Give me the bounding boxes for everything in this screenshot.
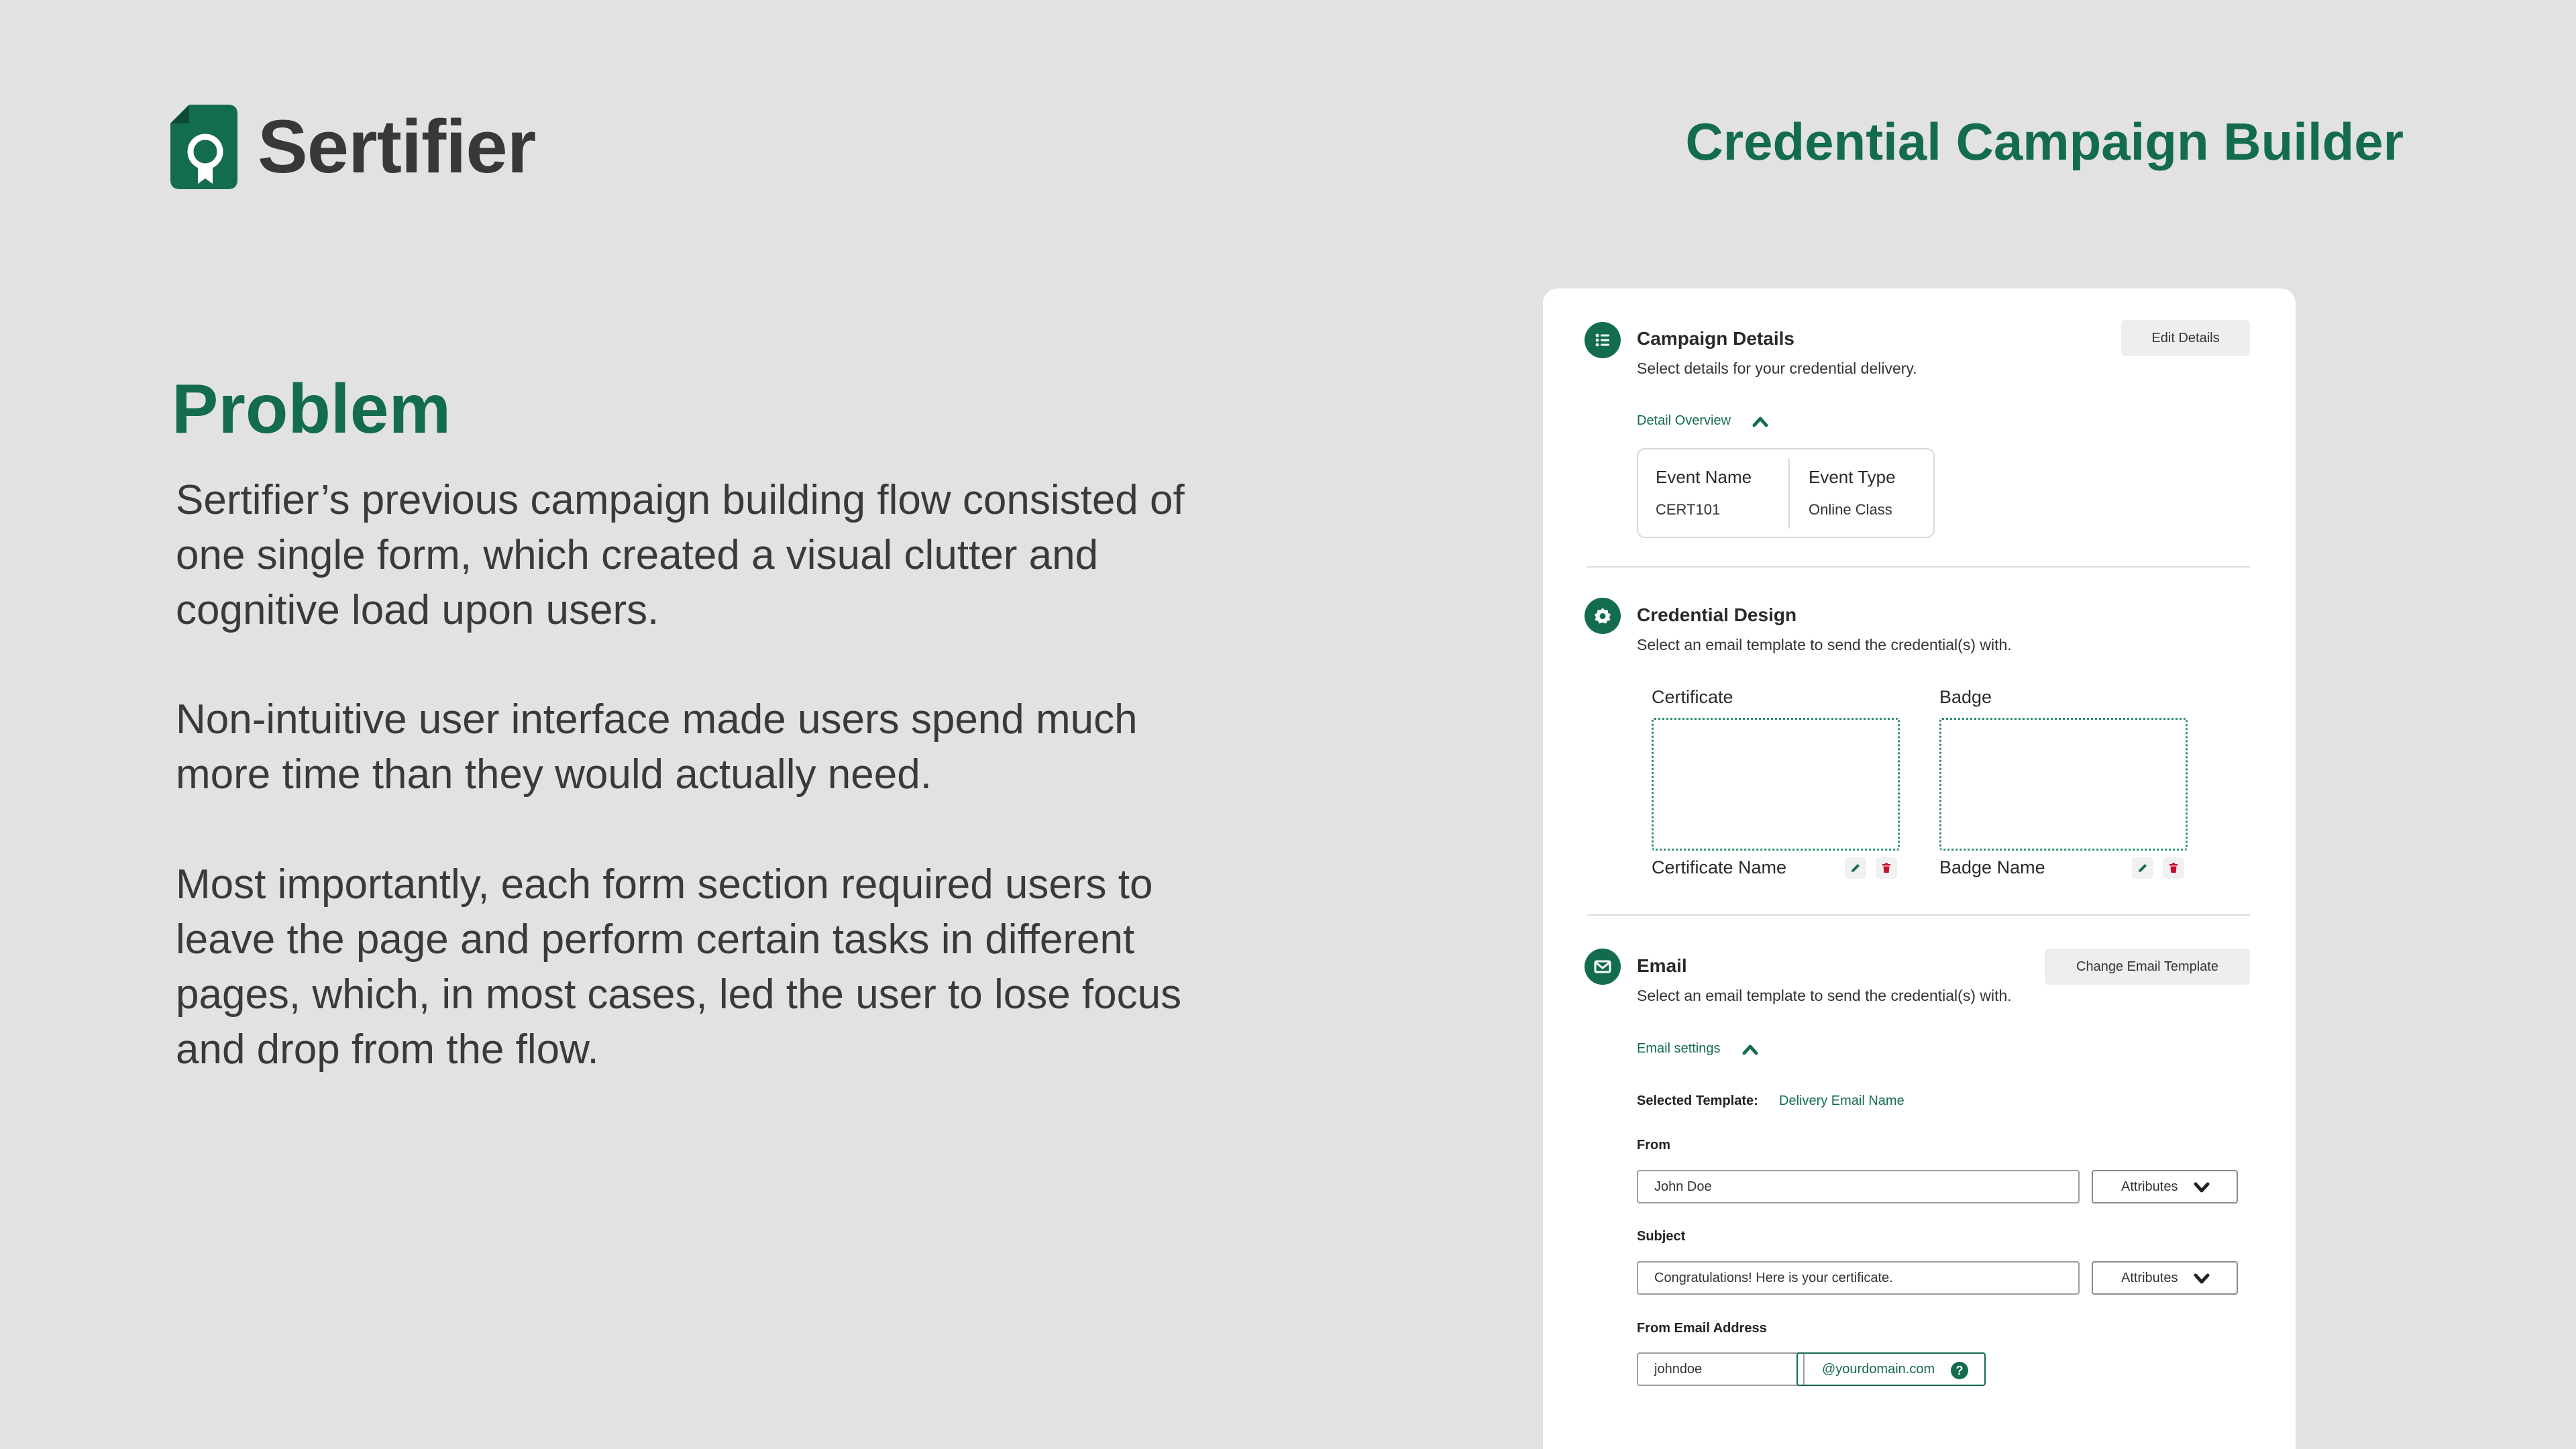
certificate-logo-icon: [170, 105, 237, 189]
edit-certificate-button[interactable]: [1845, 857, 1866, 879]
event-type-column: [1809, 467, 1896, 519]
section-divider: [1587, 566, 2250, 568]
event-type-label: Event Type: [1809, 467, 1896, 487]
section-divider: [1587, 914, 2250, 916]
delete-badge-button[interactable]: [2163, 857, 2184, 879]
certificate-label: Certificate: [1652, 687, 1733, 707]
brand-name: Sertifier: [258, 105, 536, 189]
from-email-user-input[interactable]: johndoe: [1637, 1352, 1805, 1386]
problem-paragraph-2: Non-intuitive user interface made users spend much more time than they would actually need.: [176, 696, 1138, 798]
chevron-down-icon: [2194, 1181, 2210, 1193]
email-settings-toggle[interactable]: [1637, 1041, 1758, 1057]
event-name-column: [1656, 467, 1752, 519]
subject-input[interactable]: Congratulations! Here is your certificate.: [1637, 1261, 2080, 1295]
campaign-builder-mockup: [1543, 288, 2296, 1449]
from-email-address-label: From Email Address: [1637, 1321, 1767, 1336]
badge-name: Badge Name: [1939, 857, 2045, 877]
problem-paragraph-3: Most importantly, each form section required users to leave the page and perform certain tasks in different pages, which, in most cases, led the user to lose focus and drop from the flow.: [176, 861, 1182, 1073]
badge-icon: [1585, 598, 1621, 634]
domain-value: @yourdomain.com: [1822, 1361, 1935, 1377]
brand-logo: [170, 105, 535, 189]
edit-badge-button[interactable]: [2132, 857, 2153, 879]
edit-details-button[interactable]: Edit Details: [2121, 320, 2250, 356]
list-icon: [1585, 322, 1621, 358]
from-email-domain-select[interactable]: [1796, 1352, 1986, 1386]
selected-template-label: Selected Template:: [1637, 1093, 1758, 1108]
problem-paragraph-1: Sertifier’s previous campaign building flow consisted of one single form, which created a visual clutter and cognitive load upon users.: [176, 477, 1185, 633]
email-subtitle: Select an email template to send the credential(s) with.: [1637, 987, 2012, 1004]
trash-icon: [2167, 861, 2180, 875]
attributes-label: Attributes: [2121, 1179, 2178, 1194]
pencil-icon: [1849, 861, 1862, 875]
change-email-template-button[interactable]: Change Email Template: [2045, 949, 2250, 985]
overview-divider: [1788, 459, 1790, 529]
detail-overview-label: Detail Overview: [1637, 413, 1731, 428]
credential-design-subtitle: Select an email template to send the credential(s) with.: [1637, 636, 2012, 653]
email-title: Email: [1637, 955, 1687, 976]
delete-certificate-button[interactable]: [1876, 857, 1897, 879]
chevron-down-icon: [2194, 1273, 2210, 1285]
event-type-value: Online Class: [1809, 501, 1892, 518]
campaign-details-subtitle: Select details for your credential delivery.: [1637, 360, 1917, 377]
email-settings-label: Email settings: [1637, 1041, 1721, 1056]
from-attributes-dropdown[interactable]: [2092, 1170, 2238, 1203]
selected-template-link[interactable]: Delivery Email Name: [1779, 1093, 1904, 1108]
credential-design-title: Credential Design: [1637, 604, 1797, 625]
chevron-up-icon: [1752, 415, 1768, 427]
detail-overview-toggle[interactable]: [1637, 413, 1768, 429]
mail-icon: [1585, 949, 1621, 985]
chevron-up-icon: [1742, 1043, 1758, 1055]
certificate-drop-zone[interactable]: [1652, 718, 1900, 851]
attributes-label: Attributes: [2121, 1270, 2178, 1285]
subject-label: Subject: [1637, 1229, 1686, 1244]
badge-drop-zone[interactable]: [1939, 718, 2188, 851]
from-input[interactable]: John Doe: [1637, 1170, 2080, 1203]
detail-overview-box: [1637, 448, 1935, 538]
subject-attributes-dropdown[interactable]: [2092, 1261, 2238, 1295]
problem-heading: Problem: [172, 370, 451, 448]
campaign-details-title: Campaign Details: [1637, 328, 1794, 349]
trash-icon: [1880, 861, 1893, 875]
certificate-name: Certificate Name: [1652, 857, 1787, 877]
event-name-label: Event Name: [1656, 467, 1752, 487]
badge-label: Badge: [1939, 687, 1992, 707]
from-label: From: [1637, 1138, 1670, 1152]
slide-title: Credential Campaign Builder: [1685, 112, 2404, 171]
help-icon[interactable]: ?: [1951, 1362, 1968, 1379]
pencil-icon: [2136, 861, 2149, 875]
event-name-value: CERT101: [1656, 501, 1721, 518]
